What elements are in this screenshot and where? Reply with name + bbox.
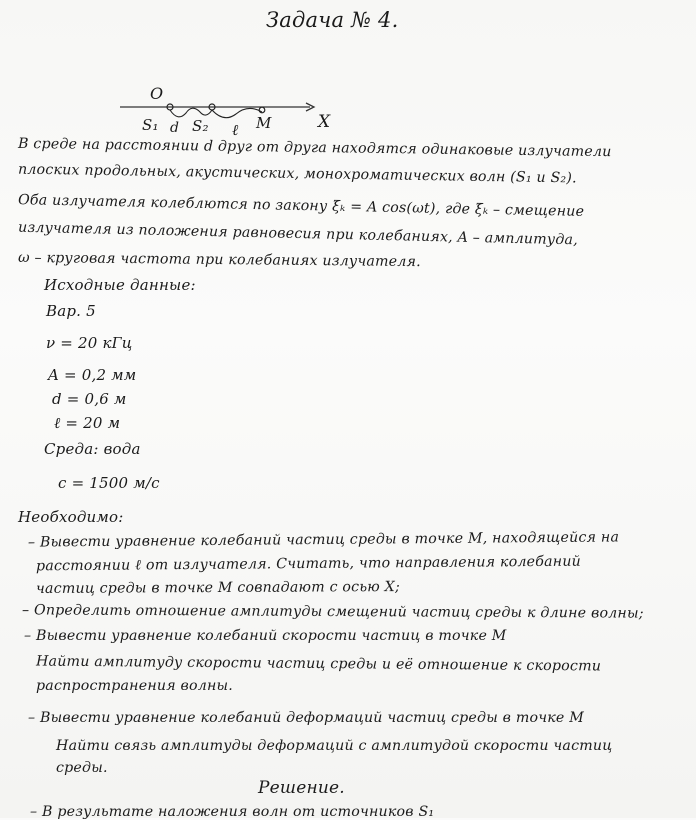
required-line-6: Найти амплитуду скорости частиц среды и её отношение к скорости bbox=[35, 653, 602, 675]
required-heading: Необходимо: bbox=[18, 508, 124, 526]
required-line-8: – Вывести уравнение колебаний деформаций частиц среды в точке M bbox=[28, 710, 584, 726]
label-d: d bbox=[170, 120, 180, 136]
solution-heading: Решение. bbox=[258, 778, 345, 798]
required-line-9: Найти связь амплитуды деформаций с амплитудой скорости частиц bbox=[56, 738, 613, 754]
required-line-3: частиц среды в точке M совпадают с осью X; bbox=[35, 579, 400, 597]
given-distance-d: d = 0,6 м bbox=[52, 390, 127, 408]
required-line-7: распространения волны. bbox=[36, 678, 233, 694]
required-line-10: среды. bbox=[56, 760, 108, 776]
given-amplitude: A = 0,2 мм bbox=[48, 366, 137, 384]
condition-line-2: плоских продольных, акустических, монохроматических волн (S₁ и S₂). bbox=[17, 161, 577, 187]
given-medium: Среда: вода bbox=[44, 440, 141, 458]
condition-line-4: излучателя из положения равновесия при колебаниях, A – амплитуда, bbox=[17, 219, 579, 249]
given-distance-l: ℓ = 20 м bbox=[54, 414, 121, 432]
label-s2: S₂ bbox=[192, 117, 209, 135]
condition-line-1: В среде на расстоянии d друг от друга находятся одинаковые излучатели bbox=[17, 135, 612, 161]
required-line-1: – Вывести уравнение колебаний частиц среды в точке M, находящейся на bbox=[27, 529, 620, 551]
distance-d-brace bbox=[170, 108, 212, 117]
required-line-2: расстоянии ℓ от излучателя. Считать, что направления колебаний bbox=[35, 553, 582, 575]
distance-l-brace bbox=[212, 108, 262, 117]
page-title: Задача № 4. bbox=[266, 8, 399, 32]
condition-line-3: Оба излучателя колеблются по закону ξₖ = A cos(ωt), где ξₖ – смещение bbox=[17, 192, 585, 220]
condition-line-5: ω – круговая частота при колебаниях излучателя. bbox=[17, 249, 421, 271]
label-l: ℓ bbox=[232, 121, 239, 139]
label-s1: S₁ bbox=[142, 116, 159, 134]
given-variant: Вар. 5 bbox=[46, 302, 96, 320]
given-frequency: ν = 20 кГц bbox=[46, 334, 133, 352]
required-line-4: – Определить отношение амплитуды смещений частиц среды к длине волны; bbox=[21, 602, 644, 622]
given-heading: Исходные данные: bbox=[44, 276, 196, 294]
origin-label: O bbox=[150, 84, 164, 103]
given-sound-speed: c = 1500 м/с bbox=[58, 474, 160, 492]
label-m: M bbox=[256, 114, 272, 132]
axis-x-label: X bbox=[318, 112, 331, 132]
required-line-5: – Вывести уравнение колебаний скорости частиц в точке M bbox=[24, 628, 507, 644]
solution-partial-line: – В результате наложения волн от источников S₁ bbox=[30, 804, 435, 820]
